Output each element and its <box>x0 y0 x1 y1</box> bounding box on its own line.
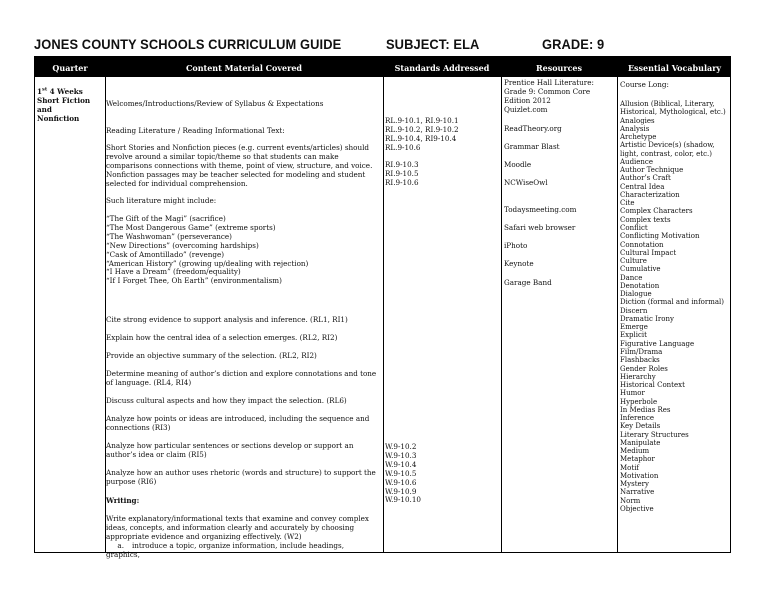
column-header-vocabulary: Essential Vocabulary <box>627 63 722 73</box>
vocabulary-term: Analysis <box>620 124 650 133</box>
column-divider <box>617 57 618 552</box>
vocabulary-term: Complex Characters <box>620 207 693 216</box>
vocabulary-term: Hyperbole <box>620 397 658 406</box>
vocabulary-term: Denotation <box>620 281 660 290</box>
list-item: “The Washwoman” (perseverance) <box>106 231 232 241</box>
short-stories-text: Short Stories and Nonfiction pieces (e.g. current events/articles) should revolve around a similar topic/theme so that students can make comparisons connections with theme, point of view, structure, and voice. Nonfiction passages may be teacher selected for modeling and student selected for individual comprehension. <box>106 143 373 188</box>
vocabulary-term: Cumulative <box>620 265 661 274</box>
vocabulary-term: Flashbacks <box>620 356 660 365</box>
vocabulary-term: Audience <box>620 157 653 166</box>
such-literature-text: Such literature might include: <box>106 196 217 205</box>
vocabulary-term: Film/Drama <box>620 347 663 356</box>
vocabulary-term: Historical Context <box>620 381 685 390</box>
vocabulary-term: Central Idea <box>620 182 665 191</box>
vocabulary-term: Diction (formal and informal) <box>620 298 724 307</box>
resource-item: Prentice Hall Literature: Grade 9: Common Core Edition 2012 <box>504 78 594 105</box>
vocabulary-term: Analogies <box>620 116 655 125</box>
task-item: Explain how the central idea of a selection emerges. (RL2, RI2) <box>106 333 338 342</box>
task-item: Determine meaning of author’s diction and explore connotations and tone of language. (RL4, RI4) <box>106 369 377 387</box>
task-item: Discuss cultural aspects and how they impact the selection. (RL6) <box>106 396 347 405</box>
list-item: “If I Forget Thee, Oh Earth” (environmentalism) <box>106 276 282 286</box>
resource-item: iPhoto <box>504 241 528 250</box>
resource-item: Quizlet.com <box>504 105 548 114</box>
vocabulary-term: Figurative Language <box>620 339 695 348</box>
vocabulary-term: Author’s Craft <box>620 174 671 183</box>
vocabulary-term: Metaphor <box>620 455 655 464</box>
vocabulary-term: Culture <box>620 257 647 266</box>
vocabulary-term: Literary Structures <box>620 430 689 439</box>
column-header-quarter: Quarter <box>52 63 88 73</box>
guide-title: JONES COUNTY SCHOOLS CURRICULUM GUIDE <box>34 36 342 52</box>
vocabulary-term: In Medias Res <box>620 405 671 414</box>
standards-group: RL.9-10.1, RI.9-10.1 RL.9-10.2, RI.9-10.2 RL.9-10.4, RI9-10.4 RL.9-10.6 <box>385 116 459 152</box>
vocabulary-term: Inference <box>620 414 655 423</box>
vocabulary-term: Conflict <box>620 223 648 232</box>
task-item: Provide an objective summary of the selection. (RL2, RI2) <box>106 351 317 360</box>
vocabulary-term: Allusion (Biblical, Literary, Historical, Mythological, etc.) <box>620 100 726 117</box>
resource-item: ReadTheory.org <box>504 124 562 133</box>
vocabulary-term: Motivation <box>620 471 659 480</box>
vocabulary-term: Author Technique <box>620 166 684 175</box>
vocabulary-term: Discern <box>620 306 648 315</box>
vocabulary-term: Archetype <box>620 133 657 142</box>
resource-item: Moodle <box>504 160 532 169</box>
task-item: Cite strong evidence to support analysis and inference. (RL1, RI1) <box>106 315 348 324</box>
task-item: Analyze how points or ideas are introduced, including the sequence and connections (RI3) <box>106 414 370 432</box>
list-item: “The Gift of the Magi” (sacrifice) <box>106 214 226 223</box>
vocabulary-term: Narrative <box>620 488 655 497</box>
list-item: “New Directions” (overcoming hardships) <box>106 240 259 250</box>
vocabulary-term: Humor <box>620 389 645 398</box>
grade-label: GRADE: 9 <box>542 36 605 52</box>
list-item: “I Have a Dream” (freedom/equality) <box>106 267 241 277</box>
vocabulary-term: Complex texts <box>620 215 671 224</box>
vocabulary-term: Explicit <box>620 331 647 340</box>
vocabulary-term: Gender Roles <box>620 364 668 373</box>
vocabulary-term: Key Details <box>620 422 661 431</box>
standards-group: RI.9-10.3 RI.9-10.5 RI.9-10.6 <box>385 160 419 187</box>
writing-subitem: a. introduce a topic, organize information, include headings, graphics, <box>106 541 345 559</box>
vocabulary-term: Mystery <box>620 480 649 489</box>
column-header-resources: Resources <box>535 63 583 73</box>
vocabulary-term: Artistic Device(s) (shadow, light, contrast, color, etc.) <box>620 141 715 158</box>
vocabulary-term: Dance <box>620 273 643 282</box>
task-item: Analyze how particular sentences or sections develop or support an author’s idea or claim (RI5) <box>106 441 354 459</box>
story-list <box>106 215 378 286</box>
vocabulary-term: Cultural Impact <box>620 248 677 257</box>
resource-item: Garage Band <box>504 278 552 287</box>
vocabulary-term: Conflicting Motivation <box>620 232 700 241</box>
subject-label: SUBJECT: ELA <box>386 36 480 52</box>
vocabulary-list <box>620 100 730 513</box>
column-header-content: Content Material Covered <box>185 63 303 73</box>
resource-item: NCWiseOwl <box>504 178 548 187</box>
vocabulary-term: Norm <box>620 496 641 505</box>
vocabulary-term: Dramatic Irony <box>620 314 674 323</box>
standards-group: W.9-10.2 W.9-10.3 W.9-10.4 W.9-10.5 W.9-10.6 W.9-10.9 W.9-10.10 <box>385 442 421 505</box>
vocabulary-term: Manipulate <box>620 438 661 447</box>
resource-item: Todaysmeeting.com <box>504 205 577 214</box>
vocabulary-term: Hierarchy <box>620 372 656 381</box>
column-header-standards: Standards Addressed <box>394 63 490 73</box>
vocabulary-term: Medium <box>620 447 650 456</box>
list-item: “American History” (growing up/dealing with rejection) <box>106 258 309 268</box>
resource-item: Safari web browser <box>504 223 576 232</box>
welcome-text: Welcomes/Introductions/Review of Syllabus & Expectations <box>106 99 324 108</box>
vocabulary-term: Emerge <box>620 323 648 332</box>
course-long-label: Course Long: <box>620 80 669 89</box>
resource-item: Keynote <box>504 259 534 268</box>
list-item: “Cask of Amontillado” (revenge) <box>106 249 225 259</box>
vocabulary-term: Characterization <box>620 190 680 199</box>
vocabulary-term: Objective <box>620 505 654 514</box>
vocabulary-term: Motif <box>620 463 640 472</box>
vocabulary-term: Cite <box>620 199 635 208</box>
list-item: “The Most Dangerous Game” (extreme sports) <box>106 222 276 232</box>
writing-heading: Writing: <box>106 496 140 505</box>
vocabulary-term: Dialogue <box>620 290 652 299</box>
task-item: Analyze how an author uses rhetoric (words and structure) to support the purpose (RI6) <box>106 468 376 486</box>
vocabulary-term: Connotation <box>620 240 664 249</box>
resource-item: Grammar Blast <box>504 142 560 151</box>
quarter-cell: 1st 4 Weeks Short Fiction and Nonfiction <box>37 86 91 123</box>
column-divider <box>501 57 502 552</box>
writing-text: Write explanatory/informational texts that examine and convey complex ideas, concepts, and information clearly and accurately by choosing appropriate evidence and organizing effectively. (W2) <box>106 514 369 541</box>
curriculum-table <box>34 56 731 559</box>
column-divider <box>383 57 384 552</box>
reading-heading: Reading Literature / Reading Informational Text: <box>106 126 285 135</box>
